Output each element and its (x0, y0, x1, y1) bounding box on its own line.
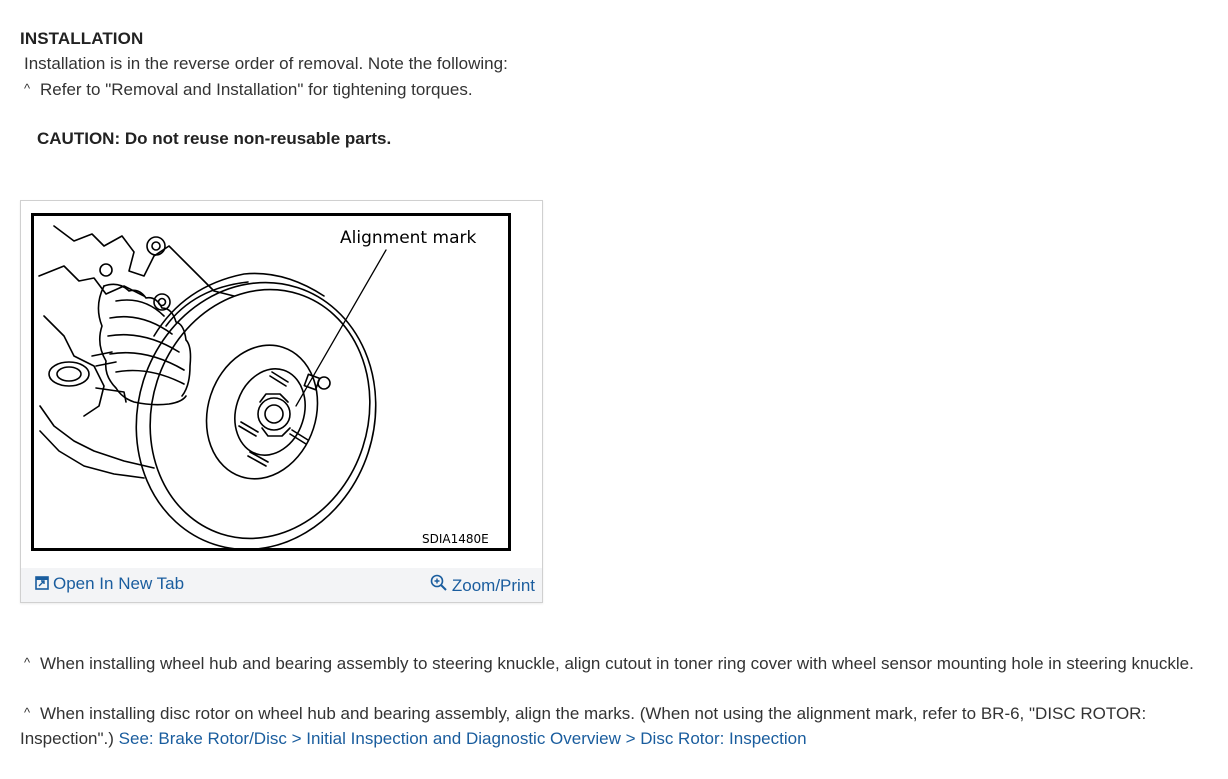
figure-card (20, 200, 543, 603)
see-link-text: Brake Rotor/Disc > Initial Inspection and Diagnostic Overview > Disc Rotor: Inspection (158, 729, 807, 748)
open-in-new-tab-label: Open In New Tab (53, 574, 185, 593)
zoom-print-label: Zoom/Print (451, 576, 535, 595)
zoom-in-icon (430, 574, 448, 597)
figure-code: SDIA1480E (422, 532, 489, 546)
caret-marker: ^ (24, 705, 31, 720)
caret-marker: ^ (24, 655, 31, 670)
see-link[interactable] (119, 729, 807, 748)
disc-rotor-illustration (34, 216, 508, 548)
bullet-torque-text: Refer to "Removal and Installation" for tightening torques. (40, 80, 473, 99)
see-link-prefix: See: (118, 729, 154, 748)
intro-text: Installation is in the reverse order of removal. Note the following: (24, 54, 508, 73)
open-in-new-tab-link[interactable] (35, 574, 184, 595)
section-heading: INSTALLATION (20, 29, 144, 48)
caret-marker: ^ (24, 81, 31, 96)
note-disc-rotor (20, 700, 1200, 751)
bullet-torque (24, 76, 473, 102)
alignment-mark-label: Alignment mark (340, 228, 477, 248)
note-disc-rotor-text: When installing disc rotor on wheel hub and bearing assembly, align the marks. (When not using the alignment mark, refer to BR-6, "DISC ROTOR: Inspection".) (20, 704, 1147, 748)
open-new-tab-icon (35, 575, 49, 595)
caution-text: CAUTION: Do not reuse non-reusable parts. (37, 129, 392, 148)
zoom-print-link[interactable] (430, 574, 535, 597)
figure-image[interactable] (31, 213, 511, 551)
note-wheel-hub-text: When installing wheel hub and bearing assembly to steering knuckle, align cutout in toner ring cover with wheel sensor mounting hole in steering knuckle. (40, 654, 1194, 673)
figure-footer (21, 568, 542, 602)
note-wheel-hub (20, 650, 1200, 676)
